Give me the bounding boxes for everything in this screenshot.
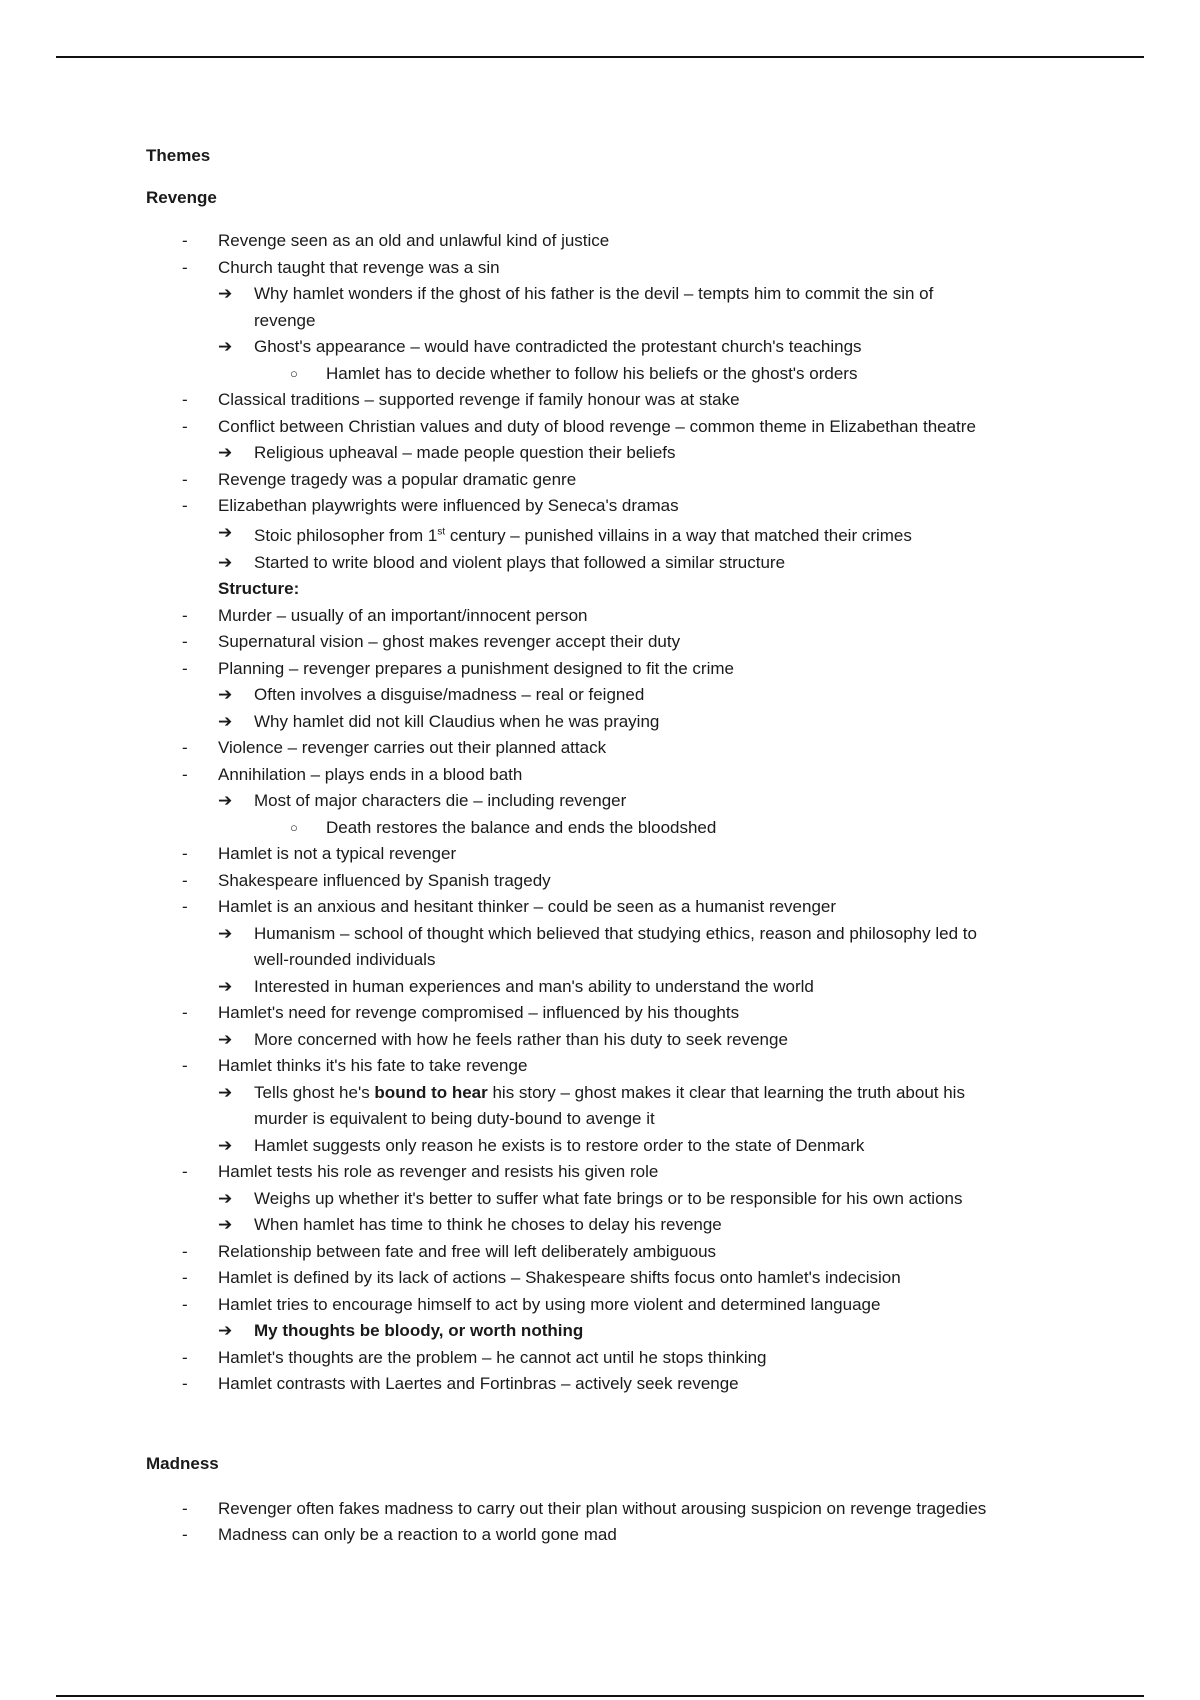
- list-item: [146, 520, 1076, 550]
- list-item-text: Hamlet is defined by its lack of actions – Shakespeare shifts focus onto hamlet's indecision: [218, 1268, 901, 1288]
- dash-bullet-icon: -: [182, 764, 188, 784]
- list-item: [146, 921, 1076, 948]
- list-item: [146, 894, 1076, 921]
- list-item: [146, 656, 1076, 683]
- top-rule: [56, 56, 1144, 58]
- list-item-text: Religious upheaval – made people question their beliefs: [254, 443, 676, 462]
- list-item-text: Supernatural vision – ghost makes revenger accept their duty: [218, 632, 681, 652]
- arrow-bullet-icon: ➔: [218, 923, 233, 943]
- sections-container: [146, 188, 1076, 1549]
- list-item-text: murder is equivalent to being duty-bound to avenge it: [254, 1109, 655, 1129]
- list-item: [146, 228, 1076, 255]
- list-item-text: revenge: [254, 310, 316, 330]
- list-item-text: well-rounded individuals: [254, 950, 436, 970]
- dash-bullet-icon: -: [182, 1525, 188, 1545]
- dash-bullet-icon: -: [182, 897, 188, 917]
- list-item-text: Weighs up whether it's better to suffer what fate brings or to be responsible for his own actions: [254, 1188, 963, 1208]
- list-item-text: Why hamlet did not kill Claudius when he was praying: [254, 711, 660, 731]
- dash-bullet-icon: -: [182, 605, 188, 625]
- dash-bullet-icon: -: [182, 1294, 188, 1314]
- arrow-bullet-icon: ➔: [218, 711, 233, 731]
- list-item: [146, 603, 1076, 630]
- list-item: [146, 1239, 1076, 1266]
- list-item: [146, 1522, 1076, 1549]
- list-item-text: Humanism – school of thought which believed that studying ethics, reason and philosophy led to: [254, 923, 977, 943]
- list-item: [146, 1292, 1076, 1319]
- list-item-text: More concerned with how he feels rather than his duty to seek revenge: [254, 1029, 788, 1049]
- list-item: [146, 1106, 1076, 1133]
- list-item: [146, 709, 1076, 736]
- list-item-text: Hamlet's need for revenge compromised – influenced by his thoughts: [218, 1003, 740, 1023]
- list-item: [146, 1027, 1076, 1054]
- list-item: [146, 1371, 1076, 1398]
- circle-bullet-icon: ○: [290, 365, 298, 381]
- section-heading: Madness: [146, 1453, 219, 1473]
- list-item-text: Annihilation – plays ends in a blood bath: [218, 764, 523, 784]
- arrow-bullet-icon: ➔: [218, 1321, 233, 1341]
- list-item: [146, 788, 1076, 815]
- list-item-text: Hamlet thinks it's his fate to take revenge: [218, 1056, 528, 1076]
- list-item: [146, 1318, 1076, 1345]
- list-item-text: Stoic philosopher from 1st century – punished villains in a way that matched their crimes: [254, 526, 912, 546]
- subheading: [146, 576, 1076, 603]
- arrow-bullet-icon: ➔: [218, 976, 233, 996]
- list-item-text: Revenger often fakes madness to carry out their plan without arousing suspicion on revenge tragedies: [218, 1498, 987, 1518]
- dash-bullet-icon: -: [182, 1347, 188, 1367]
- arrow-bullet-icon: ➔: [218, 522, 233, 542]
- list-item-text: Elizabethan playwrights were influenced by Seneca's dramas: [218, 496, 679, 515]
- arrow-bullet-icon: ➔: [218, 1029, 233, 1049]
- list-item-text: Church taught that revenge was a sin: [218, 257, 500, 277]
- arrow-bullet-icon: ➔: [218, 1215, 233, 1235]
- list-item: [146, 467, 1076, 494]
- dash-bullet-icon: -: [182, 870, 188, 890]
- list-item: [146, 414, 1076, 441]
- list-item: [146, 682, 1076, 709]
- list-item-text: Hamlet is an anxious and hesitant thinker – could be seen as a humanist revenger: [218, 897, 837, 917]
- dash-bullet-icon: -: [182, 738, 188, 758]
- list-item: [146, 493, 1076, 520]
- list-item: [146, 815, 1076, 842]
- list-item: [146, 1265, 1076, 1292]
- list-item: [146, 1000, 1076, 1027]
- arrow-bullet-icon: ➔: [218, 1135, 233, 1155]
- list-item-text: Hamlet tests his role as revenger and resists his given role: [218, 1162, 659, 1182]
- list-item-text: Hamlet contrasts with Laertes and Fortinbras – actively seek revenge: [218, 1374, 739, 1394]
- list-item-text: Hamlet's thoughts are the problem – he cannot act until he stops thinking: [218, 1347, 767, 1367]
- list-item: [146, 281, 1076, 308]
- list-item: [146, 868, 1076, 895]
- list-item-text: Planning – revenger prepares a punishment designed to fit the crime: [218, 658, 734, 678]
- list-item: [146, 1345, 1076, 1372]
- arrow-bullet-icon: ➔: [218, 1188, 233, 1208]
- list-item-text: Madness can only be a reaction to a world gone mad: [218, 1525, 617, 1545]
- list-item: [146, 334, 1076, 361]
- dash-bullet-icon: -: [182, 1374, 188, 1394]
- list-item-text: Often involves a disguise/madness – real or feigned: [254, 685, 645, 705]
- dash-bullet-icon: -: [182, 1268, 188, 1288]
- list-item-text: Tells ghost he's bound to hear his story – ghost makes it clear that learning the truth about his: [254, 1082, 965, 1102]
- list-item-text: Murder – usually of an important/innocent person: [218, 605, 588, 625]
- list-item: [146, 1496, 1076, 1523]
- arrow-bullet-icon: ➔: [218, 1082, 233, 1102]
- list-item: [146, 1133, 1076, 1160]
- dash-bullet-icon: -: [182, 632, 188, 652]
- list-item: [146, 1080, 1076, 1107]
- arrow-bullet-icon: ➔: [218, 443, 233, 462]
- list-item-text: Death restores the balance and ends the bloodshed: [326, 817, 717, 837]
- list-item-text: Conflict between Christian values and duty of blood revenge – common theme in Elizabethan theatre: [218, 416, 976, 436]
- list-item-text: Classical traditions – supported revenge if family honour was at stake: [218, 390, 740, 409]
- arrow-bullet-icon: ➔: [218, 552, 233, 572]
- list-item-text: Ghost's appearance – would have contradicted the protestant church's teachings: [254, 337, 862, 356]
- list-item: [146, 1186, 1076, 1213]
- list-item-text: Hamlet has to decide whether to follow his beliefs or the ghost's orders: [326, 363, 858, 383]
- dash-bullet-icon: -: [182, 1003, 188, 1023]
- dash-bullet-icon: -: [182, 231, 188, 250]
- list-item-text: Interested in human experiences and man's ability to understand the world: [254, 976, 814, 996]
- list-item: [146, 1212, 1076, 1239]
- list-item-text: Hamlet tries to encourage himself to act by using more violent and determined language: [218, 1294, 881, 1314]
- dash-bullet-icon: -: [182, 257, 188, 277]
- list-item: [146, 735, 1076, 762]
- dash-bullet-icon: -: [182, 496, 188, 515]
- list-item-text: Revenge tragedy was a popular dramatic genre: [218, 469, 577, 489]
- list-item: [146, 440, 1076, 467]
- list-item: [146, 947, 1076, 974]
- dash-bullet-icon: -: [182, 416, 188, 436]
- list-item-text: My thoughts be bloody, or worth nothing: [254, 1321, 584, 1341]
- list-item: [146, 387, 1076, 414]
- list-item: [146, 550, 1076, 577]
- list-item-text: Revenge seen as an old and unlawful kind of justice: [218, 231, 610, 250]
- document-title: Themes: [146, 146, 211, 165]
- circle-bullet-icon: ○: [290, 819, 298, 835]
- list-item: [146, 974, 1076, 1001]
- list-item-text: Violence – revenger carries out their planned attack: [218, 738, 607, 758]
- arrow-bullet-icon: ➔: [218, 337, 233, 356]
- list-item-text: Why hamlet wonders if the ghost of his father is the devil – tempts him to commit the sin of: [254, 284, 934, 303]
- dash-bullet-icon: -: [182, 844, 188, 864]
- arrow-bullet-icon: ➔: [218, 685, 233, 705]
- arrow-bullet-icon: ➔: [218, 791, 233, 811]
- arrow-bullet-icon: ➔: [218, 284, 233, 303]
- list-item-text: Hamlet is not a typical revenger: [218, 844, 457, 864]
- dash-bullet-icon: -: [182, 390, 188, 409]
- list-item: [146, 1053, 1076, 1080]
- dash-bullet-icon: -: [182, 1498, 188, 1518]
- list-item-text: Structure:: [218, 579, 300, 599]
- list-item-text: Shakespeare influenced by Spanish tragedy: [218, 870, 551, 890]
- list-item: [146, 308, 1076, 335]
- list-item: [146, 255, 1076, 282]
- list-item-text: Most of major characters die – including revenger: [254, 791, 627, 811]
- list-item-text: When hamlet has time to think he choses to delay his revenge: [254, 1215, 722, 1235]
- dash-bullet-icon: -: [182, 1056, 188, 1076]
- list-item: [146, 629, 1076, 656]
- list-item-text: Hamlet suggests only reason he exists is to restore order to the state of Denmark: [254, 1135, 865, 1155]
- dash-bullet-icon: -: [182, 1241, 188, 1261]
- dash-bullet-icon: -: [182, 469, 188, 489]
- dash-bullet-icon: -: [182, 1162, 188, 1182]
- list-item: [146, 762, 1076, 789]
- dash-bullet-icon: -: [182, 658, 188, 678]
- list-item: [146, 841, 1076, 868]
- document-body: [146, 146, 1076, 1549]
- section-heading: Revenge: [146, 188, 217, 207]
- list-item-text: Started to write blood and violent plays that followed a similar structure: [254, 552, 786, 572]
- list-item: [146, 1159, 1076, 1186]
- list-item-text: Relationship between fate and free will left deliberately ambiguous: [218, 1241, 717, 1261]
- list-item: [146, 361, 1076, 388]
- bottom-rule: [56, 1695, 1144, 1697]
